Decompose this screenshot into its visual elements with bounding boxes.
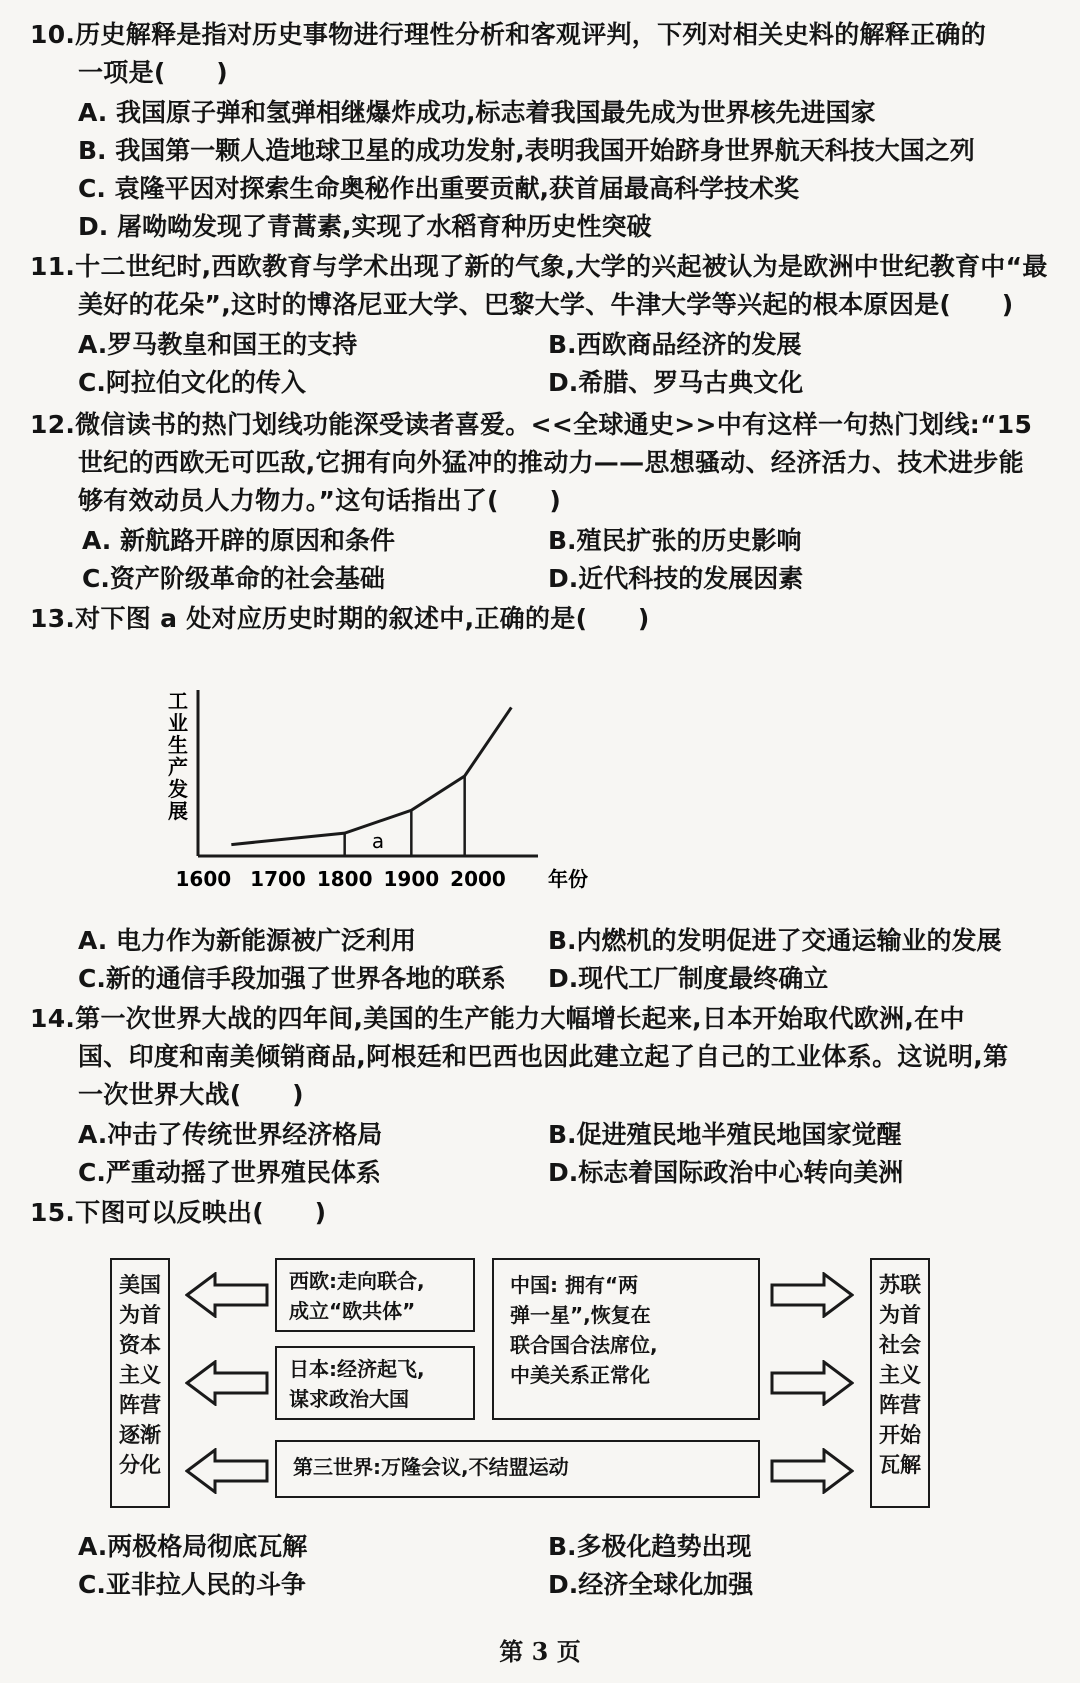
q12-stem-line-2: 世纪的西欧无可匹敌,它拥有向外猛冲的推动力——思想骚动、经济活力、技术进步能 <box>78 448 1024 477</box>
china-line-4: 中美关系正常化 <box>510 1363 650 1387</box>
q15-option-b: B.多极化趋势出现 <box>548 1532 752 1561</box>
west-europe-box <box>275 1258 475 1332</box>
q14-option-c: C.严重动摇了世界殖民体系 <box>78 1158 381 1187</box>
vertical-text-line: 瓦解 <box>879 1453 921 1477</box>
q12-stem-line-3: 够有效动员人力物力。”这句话指出了( ) <box>78 486 562 515</box>
vertical-text-line: 主义 <box>119 1363 161 1387</box>
x-tick-label: 1700 <box>250 867 306 891</box>
y-axis-label-char: 发 <box>168 777 188 801</box>
q15-stem: 15.下图可以反映出( ) <box>30 1198 327 1227</box>
vertical-text-line: 阵营 <box>879 1393 921 1417</box>
vertical-text-line: 资本 <box>119 1333 161 1357</box>
left-arrow-icon <box>185 1272 269 1318</box>
y-axis-label-char: 产 <box>168 755 188 779</box>
q10-option-c: C. 袁隆平因对探索生命奥秘作出重要贡献,获首届最高科学技术奖 <box>78 174 800 203</box>
q10-stem-line-1: 10.历史解释是指对历史事物进行理性分析和客观评判，下列对相关史料的解释正确的 <box>30 20 986 49</box>
diagram-right-box <box>870 1258 930 1508</box>
japan-line-1: 日本:经济起飞, <box>289 1357 425 1381</box>
y-axis-label-char: 业 <box>168 711 188 735</box>
y-axis-label-char: 展 <box>168 799 188 823</box>
x-axis-label: 年份 <box>548 867 588 891</box>
chart-svg <box>160 690 620 920</box>
q14-option-d: D.标志着国际政治中心转向美洲 <box>548 1158 904 1187</box>
q14-stem-line-3: 一次世界大战( ) <box>78 1080 304 1109</box>
vertical-text-line: 苏联 <box>879 1273 921 1297</box>
q12-option-d: D.近代科技的发展因素 <box>548 564 804 593</box>
x-tick-label: 1600 <box>175 867 232 891</box>
third-world-box <box>275 1440 760 1498</box>
cold-war-pattern-diagram <box>100 1250 940 1515</box>
q11-option-c: C.阿拉伯文化的传入 <box>78 368 306 397</box>
q11-option-a: A.罗马教皇和国王的支持 <box>78 330 358 359</box>
industry-growth-series-line <box>231 707 511 844</box>
q11-option-b: B.西欧商品经济的发展 <box>548 330 802 359</box>
vertical-text-line: 分化 <box>119 1453 161 1477</box>
q12-option-a: A. 新航路开辟的原因和条件 <box>82 526 396 555</box>
q13-option-b: B.内燃机的发明促进了交通运输业的发展 <box>548 926 1002 955</box>
q15-option-d: D.经济全球化加强 <box>548 1570 754 1599</box>
q13-stem: 13.对下图 a 处对应历史时期的叙述中,正确的是( ) <box>30 604 650 633</box>
japan-box <box>275 1346 475 1420</box>
west-europe-line-1: 西欧:走向联合, <box>289 1269 425 1293</box>
vertical-text-line: 为首 <box>119 1303 161 1327</box>
q13-option-d: D.现代工厂制度最终确立 <box>548 964 829 993</box>
china-box <box>492 1258 760 1420</box>
q15-option-c: C.亚非拉人民的斗争 <box>78 1570 306 1599</box>
diagram-right-text <box>872 1270 928 1480</box>
x-tick-label: 2000 <box>450 867 506 891</box>
japan-line-2: 谋求政治大国 <box>289 1387 409 1411</box>
vertical-text-line: 阵营 <box>119 1393 161 1417</box>
q10-option-a: A. 我国原子弹和氢弹相继爆炸成功,标志着我国最先成为世界核先进国家 <box>78 98 876 127</box>
left-arrow-icon <box>185 1448 269 1494</box>
diagram-left-text <box>112 1270 168 1480</box>
y-axis-label-char: 工 <box>168 690 188 713</box>
china-line-1: 中国: 拥有“两 <box>510 1273 639 1297</box>
vertical-text-line: 为首 <box>879 1303 921 1327</box>
q10-option-b: B. 我国第一颗人造地球卫星的成功发射,表明我国开始跻身世界航天科技大国之列 <box>78 136 975 165</box>
q12-option-b: B.殖民扩张的历史影响 <box>548 526 802 555</box>
diagram-left-box <box>110 1258 170 1508</box>
q14-option-a: A.冲击了传统世界经济格局 <box>78 1120 383 1149</box>
industry-growth-chart <box>160 690 620 920</box>
q11-option-d: D.希腊、罗马古典文化 <box>548 368 804 397</box>
right-arrow-icon <box>770 1272 854 1318</box>
q14-stem-line-2: 国、印度和南美倾销商品,阿根廷和巴西也因此建立起了自己的工业体系。这说明,第 <box>78 1042 1009 1071</box>
china-line-2: 弹一星”,恢复在 <box>510 1303 651 1327</box>
q13-option-c: C.新的通信手段加强了世界各地的联系 <box>78 964 506 993</box>
x-tick-label: 1900 <box>383 867 440 891</box>
page-number: 第 3 页 <box>499 1637 581 1666</box>
q10-stem-line-2: 一项是( ) <box>78 58 228 87</box>
china-line-3: 联合国合法席位, <box>510 1333 658 1357</box>
right-arrow-icon <box>770 1360 854 1406</box>
vertical-text-line: 逐渐 <box>119 1423 161 1447</box>
vertical-text-line: 主义 <box>879 1363 921 1387</box>
q14-option-b: B.促进殖民地半殖民地国家觉醒 <box>548 1120 902 1149</box>
vertical-text-line: 社会 <box>879 1333 921 1357</box>
left-arrow-icon <box>185 1360 269 1406</box>
q14-stem-line-1: 14.第一次世界大战的四年间,美国的生产能力大幅增长起来,日本开始取代欧洲,在中 <box>30 1004 965 1033</box>
region-a-label: a <box>371 829 385 853</box>
q10-option-d: D. 屠呦呦发现了青蒿素,实现了水稻育种历史性突破 <box>78 212 652 241</box>
third-world-text: 第三世界:万隆会议,不结盟运动 <box>293 1455 569 1479</box>
y-axis-label-char: 生 <box>168 733 188 757</box>
q11-stem-line-1: 11.十二世纪时,西欧教育与学术出现了新的气象,大学的兴起被认为是欧洲中世纪教育中“最 <box>30 252 1048 281</box>
west-europe-line-2: 成立“欧共体” <box>289 1299 416 1323</box>
q13-option-a: A. 电力作为新能源被广泛利用 <box>78 926 417 955</box>
vertical-text-line: 开始 <box>879 1423 921 1447</box>
q11-stem-line-2: 美好的花朵”,这时的博洛尼亚大学、巴黎大学、牛津大学等兴起的根本原因是( ) <box>78 290 1014 319</box>
vertical-text-line: 美国 <box>119 1273 161 1297</box>
q15-option-a: A.两极格局彻底瓦解 <box>78 1532 308 1561</box>
x-tick-label: 1800 <box>316 867 373 891</box>
right-arrow-icon <box>770 1448 854 1494</box>
q12-option-c: C.资产阶级革命的社会基础 <box>82 564 385 593</box>
q12-stem-line-1: 12.微信读书的热门划线功能深受读者喜爱。<<全球通史>>中有这样一句热门划线:“15 <box>30 410 1033 439</box>
